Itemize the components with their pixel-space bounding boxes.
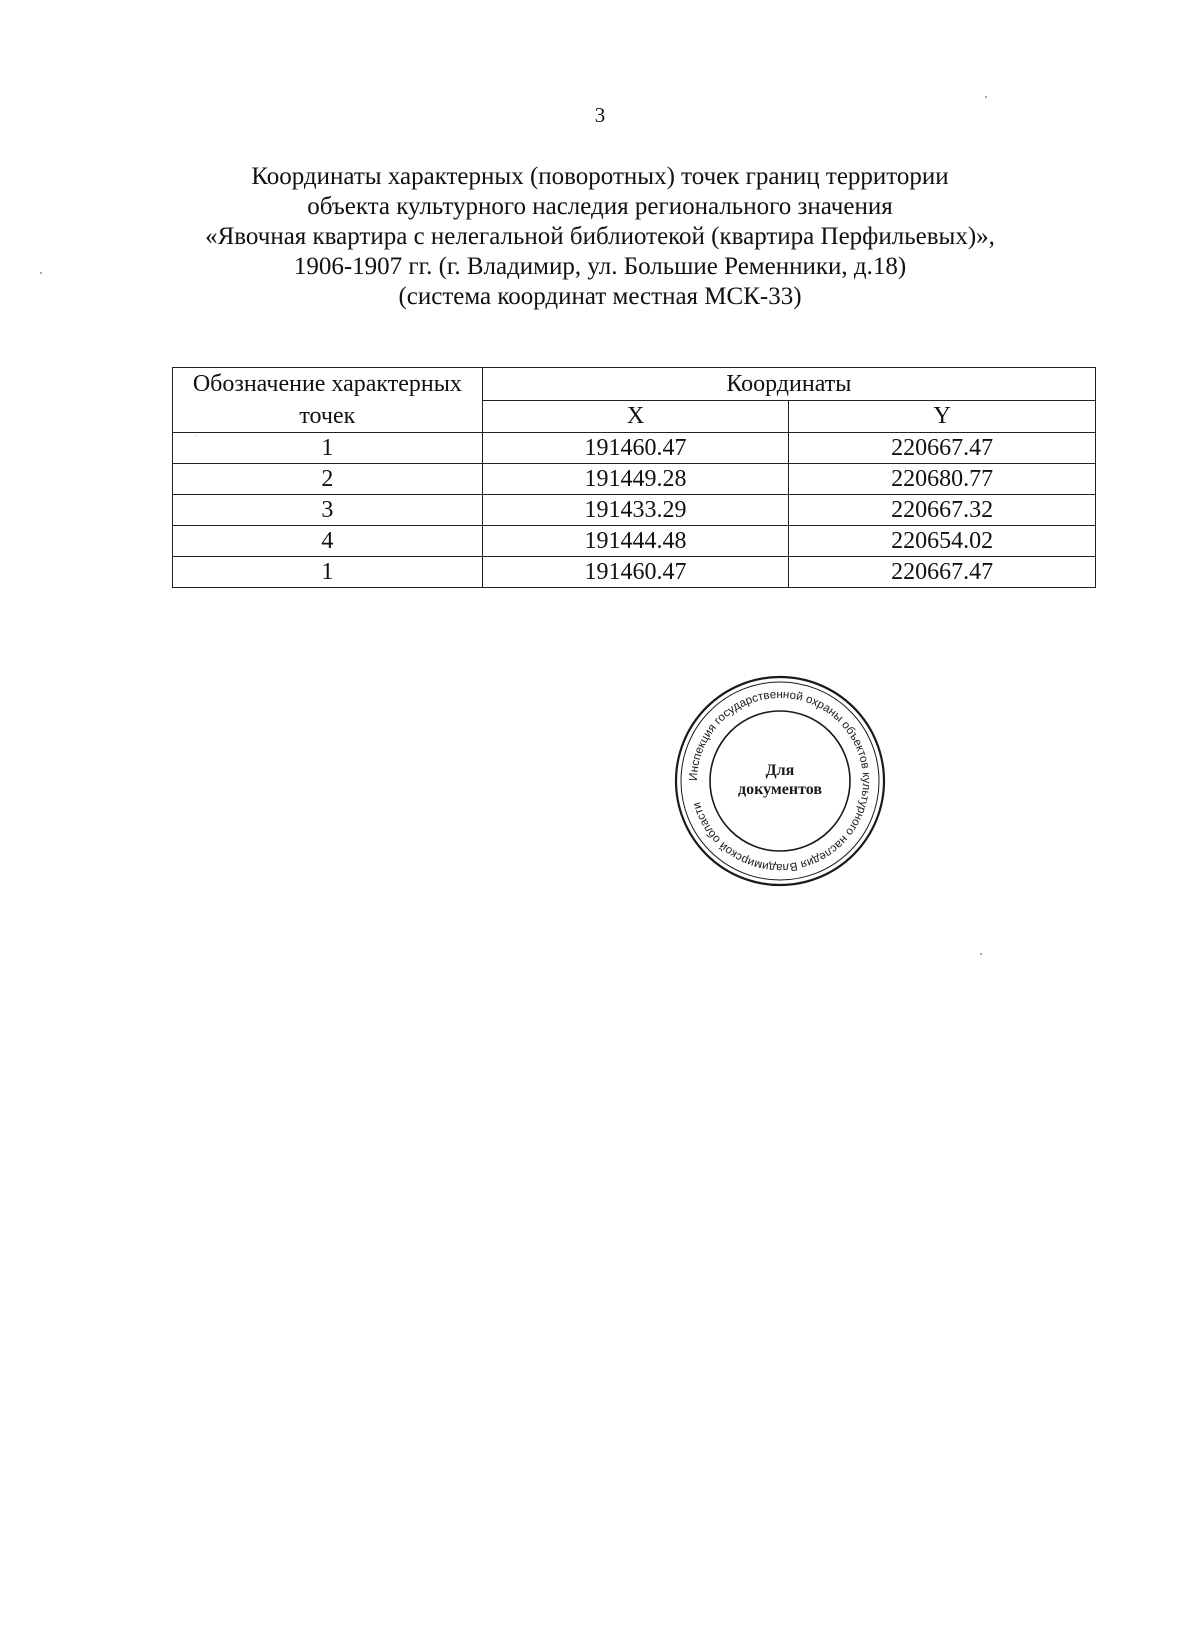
cell-x: 191460.47 xyxy=(482,557,789,588)
scan-speck xyxy=(40,272,42,274)
cell-point: 4 xyxy=(173,526,483,557)
title-line-4: 1906-1907 гг. (г. Владимир, ул. Большие Ременники, д.18) xyxy=(293,253,907,280)
cell-point: 1 xyxy=(173,557,483,588)
scan-speck xyxy=(980,953,982,955)
header-coordinates: Координаты xyxy=(482,368,1095,401)
cell-y: 220667.32 xyxy=(789,495,1096,526)
cell-x: 191449.28 xyxy=(482,464,789,495)
cell-y: 220680.77 xyxy=(789,464,1096,495)
table-row xyxy=(173,433,1096,464)
title-line-5: (система координат местная МСК-33) xyxy=(398,283,802,310)
stamp-center-line-2: документов xyxy=(738,781,822,798)
cell-point: 3 xyxy=(173,495,483,526)
header-y: Y xyxy=(789,400,1096,433)
cell-x: 191460.47 xyxy=(482,433,789,464)
cell-point: 1 xyxy=(173,433,483,464)
cell-x: 191433.29 xyxy=(482,495,789,526)
scan-speck xyxy=(985,96,987,98)
coordinates-table xyxy=(172,367,1096,588)
official-stamp xyxy=(673,674,887,888)
title-line-2: объекта культурного наследия регионального значения xyxy=(307,193,893,220)
title-line-3: «Явочная квартира с нелегальной библиотекой (квартира Перфильевых)», xyxy=(205,223,995,250)
header-point-designation: Обозначение характерных точек xyxy=(173,368,483,433)
cell-y: 220654.02 xyxy=(789,526,1096,557)
stamp-ring-text: Инспекция государственной охраны объектов культурного наследия Владимирской области xyxy=(687,688,873,874)
table-row xyxy=(173,495,1096,526)
table-row xyxy=(173,557,1096,588)
cell-point: 2 xyxy=(173,464,483,495)
table-row xyxy=(173,464,1096,495)
table-row xyxy=(173,526,1096,557)
document-title xyxy=(150,162,1050,312)
cell-y: 220667.47 xyxy=(789,433,1096,464)
header-x: X xyxy=(482,400,789,433)
stamp-center-line-1: Для xyxy=(765,762,795,779)
cell-y: 220667.47 xyxy=(789,557,1096,588)
title-line-1: Координаты характерных (поворотных) точек границ территории xyxy=(251,163,949,190)
cell-x: 191444.48 xyxy=(482,526,789,557)
page-number: 3 xyxy=(594,103,606,127)
scan-speck xyxy=(196,435,197,436)
